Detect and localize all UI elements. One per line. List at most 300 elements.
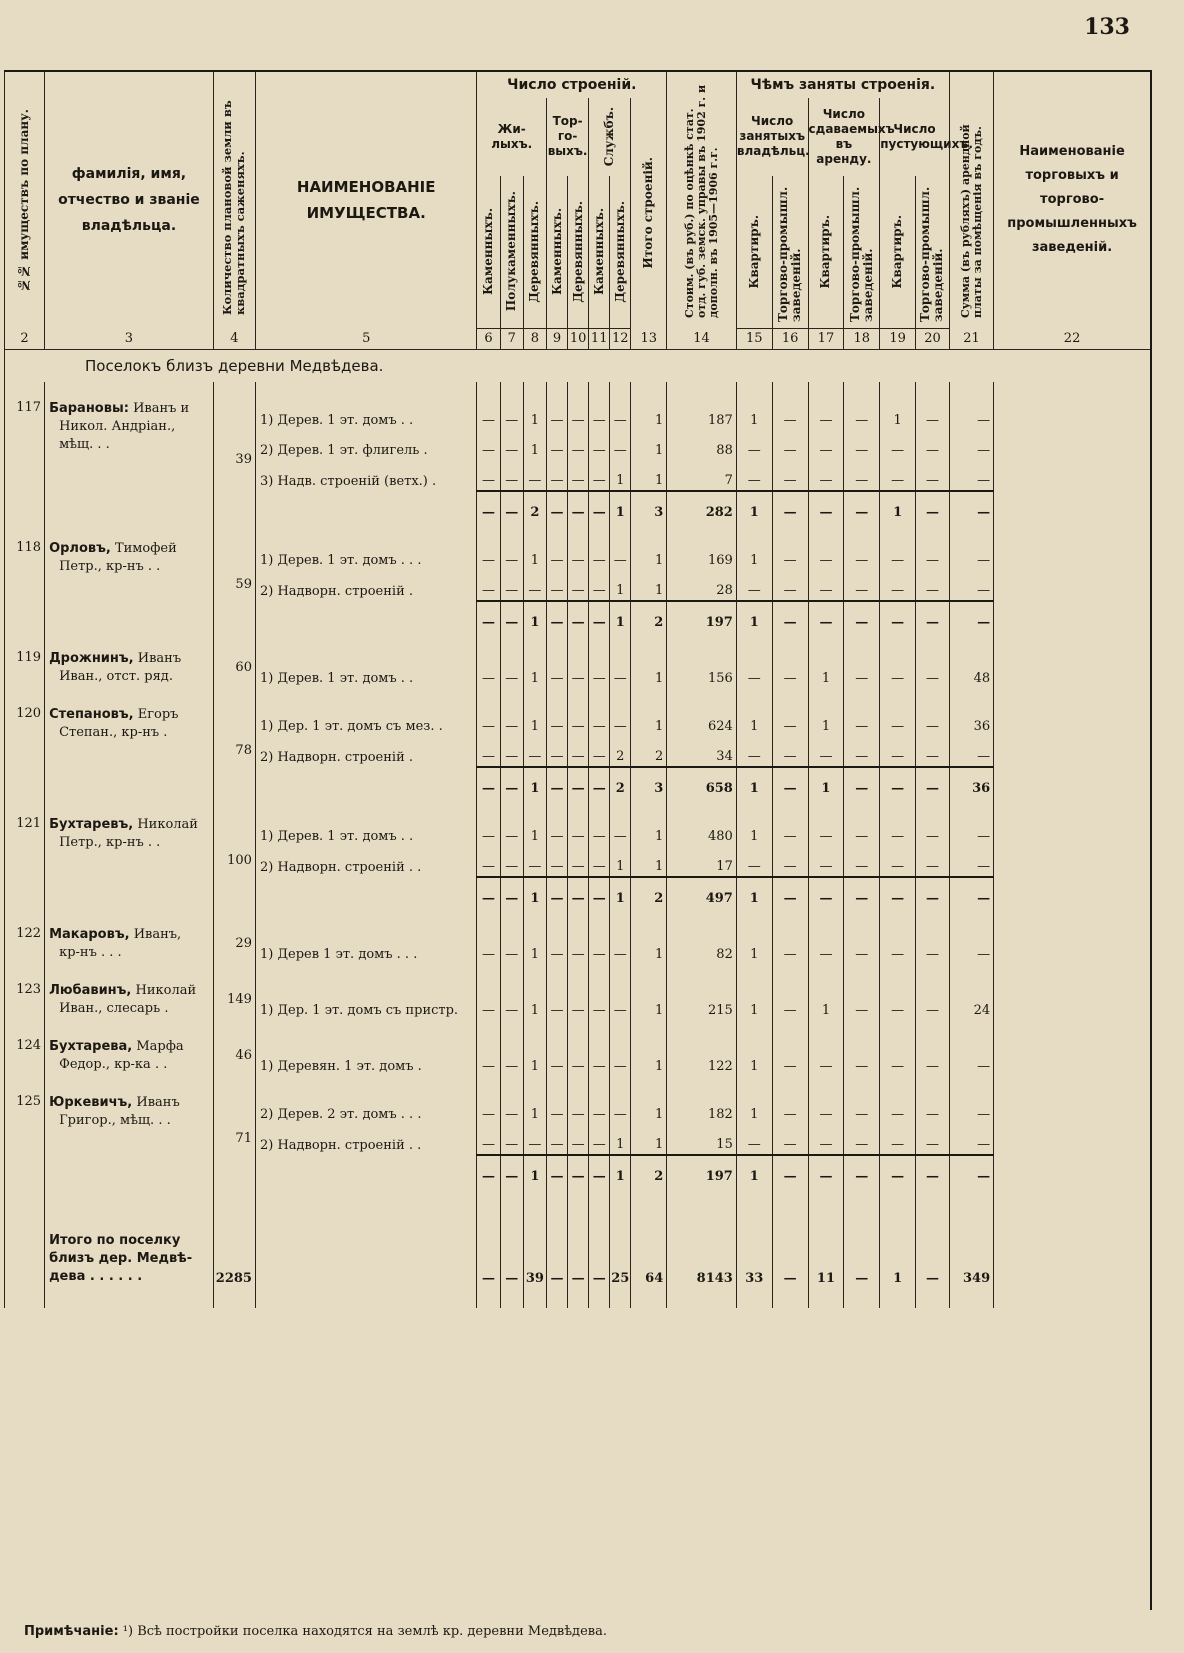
occupancy-cell: — <box>772 400 808 430</box>
building-count-cell: — <box>568 1155 589 1186</box>
spacer-cell <box>255 798 476 816</box>
owner-surname: Любавинъ, <box>49 982 132 998</box>
property-row <box>5 650 1151 688</box>
valuation-cell: 187 <box>667 400 737 430</box>
grand-total-spacer <box>5 1186 1151 1232</box>
spacer-cell <box>547 798 568 816</box>
spacer-cell <box>477 688 500 706</box>
occupancy-cell: — <box>916 816 950 846</box>
building-count-cell: — <box>500 1155 523 1186</box>
spacer-cell <box>45 1288 214 1308</box>
building-count-cell: — <box>568 570 589 601</box>
column-number: 13 <box>631 328 667 349</box>
spacer-cell <box>523 1076 546 1094</box>
plan-number: 117 <box>5 400 45 522</box>
spacer-cell <box>5 382 45 400</box>
occupancy-cell: 1 <box>736 491 772 522</box>
owner-given: Иванъ и <box>133 400 190 416</box>
spacer-cell <box>5 522 45 540</box>
building-count-cell: — <box>589 601 610 632</box>
spacer-cell <box>736 798 772 816</box>
spacer-cell <box>547 382 568 400</box>
occupancy-cell: — <box>808 400 844 430</box>
spacer-cell <box>523 632 546 650</box>
header-living-semistone: Полукаменныхъ. <box>500 176 523 329</box>
grand-total-label-line: дева . . . . . . <box>49 1268 143 1284</box>
occupancy-cell: 1 <box>736 877 772 908</box>
spacer-cell <box>213 908 255 926</box>
owner-given: Иванъ, <box>133 926 182 942</box>
column-number: 14 <box>667 328 737 349</box>
occupancy-cell: 1 <box>808 650 844 688</box>
building-count-cell: — <box>547 1038 568 1076</box>
plan-number: 118 <box>5 540 45 632</box>
subtotal-label-cell <box>255 767 476 798</box>
occupancy-cell: — <box>772 736 808 767</box>
establishment-cell <box>994 736 1150 767</box>
spacer-cell <box>949 1288 993 1308</box>
spacer-cell <box>45 798 214 816</box>
establishment-cell <box>994 601 1150 632</box>
spacer-cell <box>477 1186 500 1232</box>
building-count-cell: — <box>547 706 568 736</box>
owner-surname: Юркевичъ, <box>49 1094 133 1110</box>
spacer-cell <box>631 382 667 400</box>
column-number: 21 <box>949 328 993 349</box>
occupancy-cell: — <box>736 460 772 491</box>
plan-number: 125 <box>5 1094 45 1186</box>
occupancy-cell: — <box>808 460 844 491</box>
spacer-cell <box>500 1288 523 1308</box>
spacer-cell <box>568 964 589 982</box>
spacer-cell <box>500 688 523 706</box>
spacer-cell <box>523 522 546 540</box>
total-buildings-cell: 1 <box>631 816 667 846</box>
spacer-cell <box>500 632 523 650</box>
building-count-cell: — <box>500 540 523 570</box>
building-count-cell: 1 <box>610 1155 631 1186</box>
valuation-cell: 182 <box>667 1094 737 1124</box>
spacer-cell <box>667 688 737 706</box>
building-count-cell: — <box>568 1124 589 1155</box>
building-count-cell: 1 <box>523 540 546 570</box>
building-count-cell: — <box>477 601 500 632</box>
land-area: 39 <box>213 400 255 522</box>
owner-surname: Бухтаревъ, <box>49 816 134 832</box>
occupancy-cell: — <box>808 491 844 522</box>
column-number: 15 <box>736 328 772 349</box>
rent-sum-cell: — <box>949 846 993 877</box>
property-row <box>5 540 1151 570</box>
building-count-cell: — <box>589 650 610 688</box>
spacer-cell <box>213 964 255 982</box>
occupancy-cell: — <box>772 877 808 908</box>
building-count-cell: — <box>547 846 568 877</box>
occupancy-cell: 1 <box>880 491 916 522</box>
valuation-cell: 156 <box>667 650 737 688</box>
spacer-cell <box>45 908 214 926</box>
spacer-cell <box>994 1288 1150 1308</box>
column-number: 9 <box>547 328 568 349</box>
spacer-cell <box>5 688 45 706</box>
header-owner: фамилія, имя, отчество и званіе владѣльца. <box>45 71 214 328</box>
spacer-cell <box>880 1186 916 1232</box>
spacer-cell <box>880 688 916 706</box>
spacer-cell <box>808 1020 844 1038</box>
spacer-cell <box>916 1020 950 1038</box>
occupancy-cell: — <box>880 982 916 1020</box>
building-count-cell: — <box>589 1232 610 1288</box>
valuation-cell: 88 <box>667 430 737 460</box>
building-count-cell: — <box>523 570 546 601</box>
header-plan-number: №№ имуществъ по плану. <box>5 71 45 328</box>
section-title-row <box>5 349 1151 382</box>
spacer-cell <box>213 798 255 816</box>
spacer-cell <box>880 1020 916 1038</box>
column-number: 16 <box>772 328 808 349</box>
rent-sum-cell: 36 <box>949 706 993 736</box>
building-count-cell: — <box>610 706 631 736</box>
record-spacer <box>5 908 1151 926</box>
header-owner-occupied: Число занятыхъ владѣльц. <box>736 98 808 176</box>
establishment-cell <box>994 1038 1150 1076</box>
building-count-cell: — <box>568 1232 589 1288</box>
building-count-cell: — <box>500 400 523 430</box>
valuation-cell: 28 <box>667 570 737 601</box>
owner-line-1 <box>49 1038 213 1056</box>
building-count-cell: — <box>568 926 589 964</box>
header-trade-stone: Каменныхъ. <box>547 176 568 329</box>
building-count-cell: — <box>500 877 523 908</box>
spacer-cell <box>547 908 568 926</box>
building-count-cell: — <box>523 736 546 767</box>
occupancy-cell: — <box>916 1094 950 1124</box>
occupancy-cell: — <box>880 1124 916 1155</box>
header-living-wooden: Деревянныхъ. <box>523 176 546 329</box>
owner-given: Иванъ <box>136 1094 180 1110</box>
header-empty-apartments: Квартиръ. <box>880 176 916 329</box>
spacer-cell <box>568 1076 589 1094</box>
column-number: 11 <box>589 328 610 349</box>
building-count-cell: — <box>477 430 500 460</box>
bottom-filler <box>5 1288 1151 1308</box>
building-count-cell: 1 <box>523 767 546 798</box>
establishment-cell <box>994 982 1150 1020</box>
spacer-cell <box>772 522 808 540</box>
spacer-cell <box>880 908 916 926</box>
spacer-cell <box>994 964 1150 982</box>
occupancy-cell: 11 <box>808 1232 844 1288</box>
spacer-cell <box>523 1288 546 1308</box>
spacer-cell <box>589 1288 610 1308</box>
spacer-cell <box>477 908 500 926</box>
occupancy-cell: — <box>916 540 950 570</box>
building-count-cell: — <box>477 1094 500 1124</box>
occupancy-cell: 1 <box>808 767 844 798</box>
building-count-cell: 1 <box>610 601 631 632</box>
establishment-cell <box>994 460 1150 491</box>
spacer-cell <box>568 688 589 706</box>
occupancy-cell: — <box>808 736 844 767</box>
building-count-cell: — <box>500 430 523 460</box>
spacer-cell <box>589 688 610 706</box>
column-number: 20 <box>916 328 950 349</box>
spacer-cell <box>547 688 568 706</box>
occupancy-cell: — <box>844 1155 880 1186</box>
owner-name-block <box>45 650 214 688</box>
occupancy-cell: — <box>736 736 772 767</box>
valuation-cell: 122 <box>667 1038 737 1076</box>
total-buildings-cell: 1 <box>631 540 667 570</box>
land-area: 78 <box>213 706 255 798</box>
building-count-cell: — <box>568 430 589 460</box>
spacer-cell <box>589 1076 610 1094</box>
spacer-cell <box>994 632 1150 650</box>
owner-given: Николай <box>137 816 198 832</box>
building-count-cell: — <box>477 1124 500 1155</box>
spacer-cell <box>213 522 255 540</box>
column-number: 7 <box>500 328 523 349</box>
building-count-cell: 2 <box>610 767 631 798</box>
owner-given: Тимофей <box>114 540 177 556</box>
owner-line-1 <box>49 400 213 418</box>
occupancy-cell: — <box>808 816 844 846</box>
spacer-cell <box>213 1020 255 1038</box>
owner-given: Егоръ <box>137 706 179 722</box>
building-count-cell: — <box>477 736 500 767</box>
valuation-cell: 7 <box>667 460 737 491</box>
owner-line-2: Петр., кр-нъ . . <box>59 834 161 850</box>
spacer-cell <box>772 798 808 816</box>
spacer-cell <box>916 1076 950 1094</box>
spacer-cell <box>772 632 808 650</box>
occupancy-cell: — <box>880 1094 916 1124</box>
valuation-cell: 34 <box>667 736 737 767</box>
building-count-cell: — <box>610 540 631 570</box>
column-number: 18 <box>844 328 880 349</box>
header-rented-apartments: Квартиръ. <box>808 176 844 329</box>
occupancy-cell: — <box>880 460 916 491</box>
valuation-cell: 624 <box>667 706 737 736</box>
register-sheet <box>4 70 1150 1610</box>
spacer-cell <box>808 382 844 400</box>
spacer-cell <box>477 632 500 650</box>
building-count-cell: 1 <box>610 877 631 908</box>
property-name: 2) Надворн. строеній . . <box>255 846 476 877</box>
occupancy-cell: — <box>880 846 916 877</box>
occupancy-cell: — <box>844 540 880 570</box>
land-area: 60 <box>213 650 255 688</box>
spacer-cell <box>5 632 45 650</box>
owner-line-2: Иван., отст. ряд. <box>59 668 173 684</box>
occupancy-cell: — <box>772 767 808 798</box>
spacer-cell <box>589 632 610 650</box>
occupancy-cell: — <box>916 430 950 460</box>
spacer-cell <box>568 798 589 816</box>
spacer-cell <box>631 632 667 650</box>
spacer-cell <box>667 382 737 400</box>
rent-sum-cell: — <box>949 736 993 767</box>
building-count-cell: — <box>568 736 589 767</box>
occupancy-cell: — <box>772 816 808 846</box>
building-count-cell: — <box>547 1124 568 1155</box>
spacer-cell <box>477 1288 500 1308</box>
building-count-cell: — <box>500 767 523 798</box>
property-register-table <box>4 70 1150 1308</box>
building-count-cell: — <box>568 400 589 430</box>
column-number: 6 <box>477 328 500 349</box>
occupancy-cell: — <box>880 736 916 767</box>
building-count-cell: — <box>589 816 610 846</box>
owner-line-1 <box>49 706 213 724</box>
valuation-cell: 480 <box>667 816 737 846</box>
building-count-cell: — <box>477 460 500 491</box>
building-count-cell: 1 <box>523 430 546 460</box>
spacer-cell <box>667 1076 737 1094</box>
plan-number: 123 <box>5 982 45 1020</box>
spacer-cell <box>568 908 589 926</box>
owner-name-block <box>45 706 214 798</box>
subtotal-label-cell <box>255 491 476 522</box>
building-count-cell: — <box>477 650 500 688</box>
rent-sum-cell: — <box>949 816 993 846</box>
spacer-cell <box>736 964 772 982</box>
land-area: 149 <box>213 982 255 1020</box>
building-count-cell: — <box>589 1124 610 1155</box>
header-empty-trade: Торгово-промышл. заведеній. <box>916 176 950 329</box>
occupancy-cell: — <box>880 540 916 570</box>
spacer-cell <box>477 522 500 540</box>
header-trade-wooden: Деревянныхъ. <box>568 176 589 329</box>
occupancy-cell: — <box>844 736 880 767</box>
rent-sum-cell: — <box>949 926 993 964</box>
building-count-cell: — <box>589 400 610 430</box>
occupancy-cell: — <box>880 816 916 846</box>
spacer-cell <box>667 964 737 982</box>
establishment-cell <box>994 400 1150 430</box>
building-count-cell: — <box>477 816 500 846</box>
building-count-cell: — <box>547 540 568 570</box>
occupancy-cell: 1 <box>736 767 772 798</box>
spacer-cell <box>880 1076 916 1094</box>
occupancy-cell: — <box>772 460 808 491</box>
total-buildings-cell: 3 <box>631 767 667 798</box>
spacer-cell <box>994 908 1150 926</box>
occupancy-cell: — <box>880 570 916 601</box>
property-name: 2) Надворн. строеній . <box>255 570 476 601</box>
spacer-cell <box>213 1288 255 1308</box>
establishment-cell <box>994 767 1150 798</box>
spacer-cell <box>736 1288 772 1308</box>
spacer-cell <box>523 1186 546 1232</box>
spacer-cell <box>949 1186 993 1232</box>
spacer-cell <box>255 1020 476 1038</box>
occupancy-cell: — <box>916 491 950 522</box>
building-count-cell: — <box>547 491 568 522</box>
building-count-cell: — <box>500 1094 523 1124</box>
spacer-cell <box>45 632 214 650</box>
building-count-cell: — <box>477 570 500 601</box>
plan-number: 124 <box>5 1038 45 1076</box>
building-count-cell: — <box>547 400 568 430</box>
spacer-cell <box>500 522 523 540</box>
building-count-cell: — <box>589 926 610 964</box>
spacer-cell <box>45 382 214 400</box>
land-area: 29 <box>213 926 255 964</box>
plan-number: 119 <box>5 650 45 688</box>
total-buildings-cell: 1 <box>631 1094 667 1124</box>
spacer-cell <box>844 1020 880 1038</box>
spacer-cell <box>808 908 844 926</box>
spacer-cell <box>500 382 523 400</box>
building-count-cell: — <box>477 491 500 522</box>
rent-sum-cell: — <box>949 570 993 601</box>
spacer-cell <box>45 1076 214 1094</box>
building-count-cell: — <box>610 926 631 964</box>
building-count-cell: 25 <box>610 1232 631 1288</box>
grand-total-no-cell <box>5 1232 45 1288</box>
rent-sum-cell: 36 <box>949 767 993 798</box>
owner-line-2: кр-нъ . . . <box>59 944 122 960</box>
occupancy-cell: — <box>880 1155 916 1186</box>
spacer-cell <box>880 1288 916 1308</box>
occupancy-cell: — <box>808 846 844 877</box>
occupancy-cell: — <box>844 706 880 736</box>
establishment-cell <box>994 846 1150 877</box>
building-count-cell: — <box>547 877 568 908</box>
subtotal-label-cell <box>255 877 476 908</box>
occupancy-cell: — <box>916 982 950 1020</box>
occupancy-cell: — <box>916 601 950 632</box>
spacer-cell <box>772 908 808 926</box>
grand-total-row <box>5 1232 1151 1288</box>
spacer-cell <box>477 382 500 400</box>
land-area: 59 <box>213 540 255 632</box>
spacer-cell <box>45 964 214 982</box>
occupancy-cell: — <box>736 570 772 601</box>
spacer-cell <box>255 1076 476 1094</box>
spacer-cell <box>916 632 950 650</box>
header-total-buildings: Итого строеній. <box>631 98 667 328</box>
spacer-cell <box>808 798 844 816</box>
building-count-cell: — <box>477 926 500 964</box>
spacer-cell <box>667 632 737 650</box>
building-count-cell: — <box>568 816 589 846</box>
spacer-cell <box>5 964 45 982</box>
column-number: 3 <box>45 328 214 349</box>
building-count-cell: — <box>589 982 610 1020</box>
record-spacer <box>5 1020 1151 1038</box>
spacer-cell <box>547 1186 568 1232</box>
building-count-cell: — <box>589 736 610 767</box>
spacer-cell <box>500 908 523 926</box>
spacer-cell <box>667 1288 737 1308</box>
property-row <box>5 926 1151 964</box>
spacer-cell <box>631 964 667 982</box>
spacer-cell <box>667 1020 737 1038</box>
occupancy-cell: — <box>844 1094 880 1124</box>
plan-number: 120 <box>5 706 45 798</box>
establishment-cell <box>994 650 1150 688</box>
grand-total-label <box>45 1232 214 1288</box>
occupancy-cell: — <box>916 650 950 688</box>
owner-line-3: мѣщ. . . <box>59 436 110 452</box>
building-count-cell: — <box>589 846 610 877</box>
building-count-cell: — <box>589 767 610 798</box>
occupancy-cell: 1 <box>736 400 772 430</box>
spacer-cell <box>631 1076 667 1094</box>
building-count-cell: 1 <box>523 1155 546 1186</box>
